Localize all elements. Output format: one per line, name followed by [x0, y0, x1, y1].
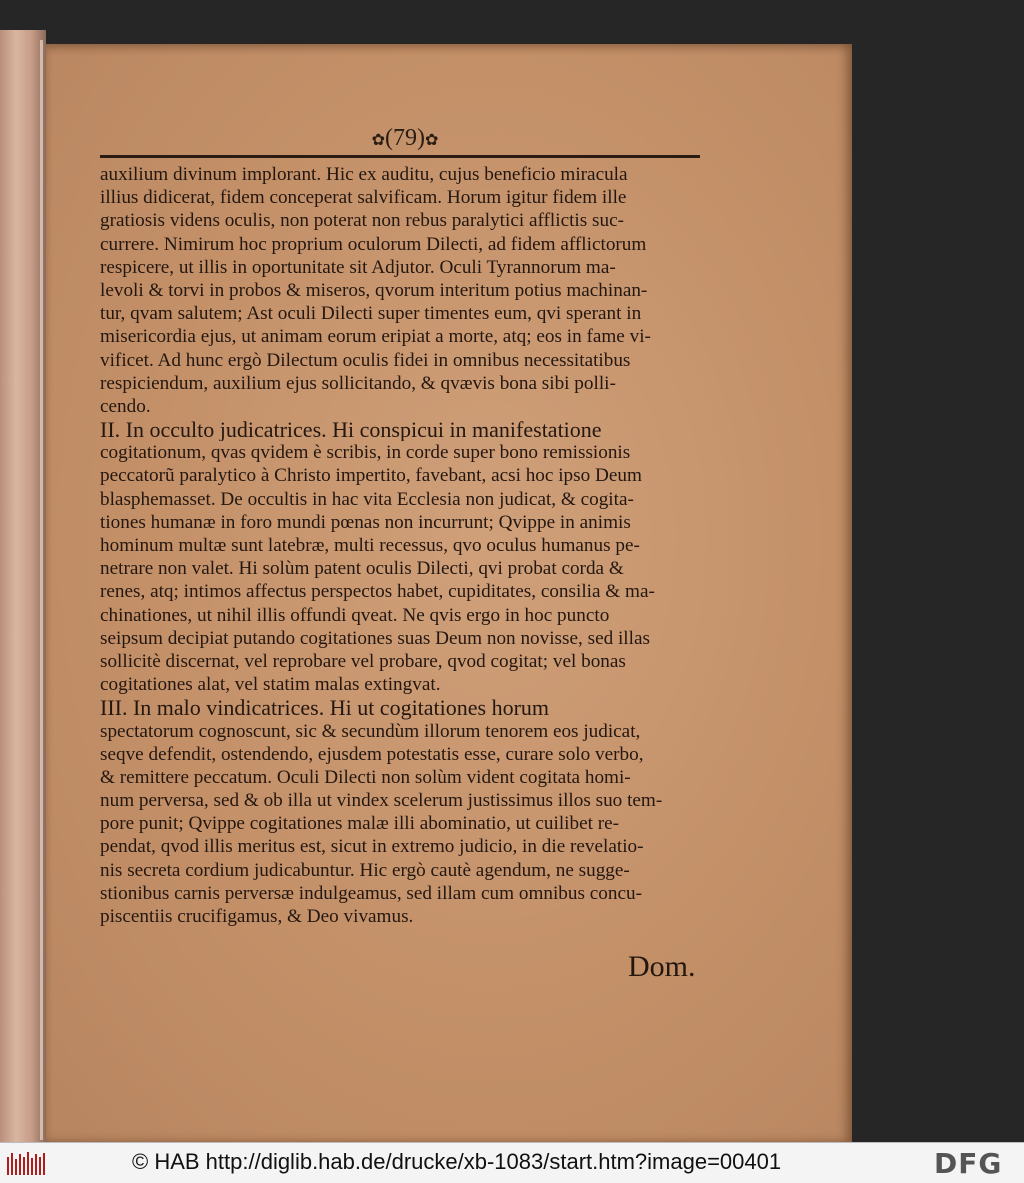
text-line: respiciendum, auxilium ejus sollicitando, & qvævis bona sibi polli-	[100, 372, 616, 394]
text-line: cogitationum, qvas qvidem è scribis, in corde super bono remissionis	[100, 442, 631, 464]
text-line: renes, atq; intimos affectus perspectos habet, cupiditates, consilia & ma-	[100, 581, 655, 603]
text-line: cendo.	[100, 395, 151, 417]
page-number-label: ✿(79)✿	[371, 125, 439, 151]
page-number: 79	[393, 125, 417, 151]
text-line: pendat, qvod illis meritus est, sicut in extremo judicio, in die revelatio-	[100, 836, 644, 858]
copyright-link[interactable]: © HAB http://diglib.hab.de/drucke/xb-1083/start.htm?image=00401	[132, 1149, 782, 1174]
text-line: tiones humanæ in foro mundi pœnas non incurrunt; Qvippe in animis	[100, 511, 631, 533]
left-ornament-icon: ✿	[371, 132, 385, 149]
text-line: chinationes, ut nihil illis offundi qveat. Ne qvis ergo in hoc puncto	[100, 604, 610, 626]
text-line: stionibus carnis perversæ indulgeamus, sed illam cum omnibus concu-	[100, 882, 642, 904]
text-line: & remittere peccatum. Oculi Dilecti non solùm vident cogitata homi-	[100, 766, 631, 788]
text-line: blasphemasset. De occultis in hac vita Ecclesia non judicat, & cogita-	[100, 488, 634, 510]
text-line: spectatorum cognoscunt, sic & secundùm illorum tenorem eos judicat,	[100, 720, 641, 742]
text-line: num perversa, sed & ob illa ut vindex scelerum justissimus illos suo tem-	[100, 790, 663, 812]
footer-bar	[0, 1142, 1024, 1183]
body-text	[100, 163, 702, 928]
text-line: seipsum decipiat putando cogitationes suas Deum non novisse, sed illas	[100, 627, 650, 649]
text-line: netrare non valet. Hi solùm patent oculis Dilecti, qvi probat corda &	[100, 558, 624, 580]
text-line: pore punit; Qvippe cogitationes malæ illi abominatio, ut cuilibet re-	[100, 813, 620, 835]
header-rule	[100, 155, 700, 158]
dfg-logo: DFG	[934, 1147, 1003, 1180]
catchword: Dom.	[628, 950, 696, 983]
text-line: illius didicerat, fidem conceperat salvificam. Horum igitur fidem ille	[100, 187, 627, 209]
text-line: II. In occulto judicatrices. Hi conspicui in manifestatione	[100, 418, 602, 442]
text-line: gratiosis videns oculis, non poterat non rebus paralytici afflictis suc-	[100, 210, 624, 232]
page-header	[100, 125, 700, 161]
text-line: piscentiis crucifigamus, & Deo vivamus.	[100, 906, 414, 927]
text-line: tur, qvam salutem; Ast oculi Dilecti super timentes eum, qvi sperant in	[100, 303, 642, 325]
text-line: peccatorũ paralytico à Christo impertito, favebant, acsi hoc ipso Deum	[100, 465, 642, 487]
book-edge-highlight	[40, 40, 43, 1140]
text-line: misericordia ejus, ut animam eorum eripiat a morte, atq; eos in fame vi-	[100, 326, 651, 348]
text-line: currere. Nimirum hoc proprium oculorum Dilecti, ad fidem afflictorum	[100, 233, 647, 255]
text-line: nis secreta cordium judicabuntur. Hic ergò cautè agendum, ne sugge-	[100, 859, 630, 881]
text-line: levoli & torvi in probos & miseros, qvorum interitum potius machinan-	[100, 279, 648, 301]
right-ornament-icon: ✿	[425, 132, 439, 149]
text-line: vificet. Ad hunc ergò Dilectum oculis fidei in omnibus necessitatibus	[100, 349, 631, 371]
text-line: hominum multæ sunt latebræ, multi recessus, qvo oculus humanus pe-	[100, 535, 640, 556]
text-line: sollicitè discernat, vel reprobare vel probare, qvod cogitat; vel bonas	[100, 650, 626, 672]
text-line: auxilium divinum implorant. Hic ex auditu, cujus beneficio miracula	[100, 164, 628, 185]
text-line: respicere, ut illis in oportunitate sit Adjutor. Oculi Tyrannorum ma-	[100, 256, 616, 278]
text-line: III. In malo vindicatrices. Hi ut cogitationes horum	[100, 696, 550, 720]
barcode-logo-icon	[6, 1151, 46, 1177]
text-line: cogitationes alat, vel statim malas extingvat.	[100, 674, 441, 696]
text-line: seqve defendit, ostendendo, ejusdem potestatis esse, curare solo verbo,	[100, 743, 644, 765]
